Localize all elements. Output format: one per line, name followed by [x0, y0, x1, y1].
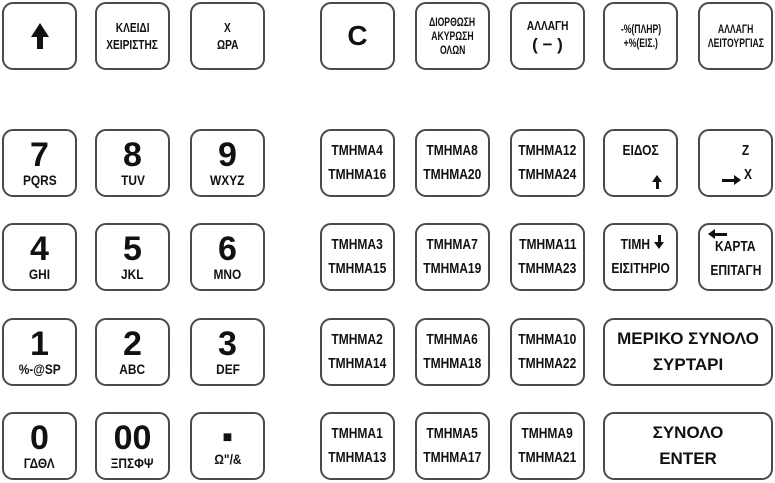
department-key[interactable]	[320, 412, 395, 480]
key-4-digit: 4	[30, 230, 49, 268]
department-bottom: ΤΜΗΜΑ19	[423, 260, 482, 277]
key-dot-letters: Ω"/&	[213, 451, 242, 467]
enter-label: ENTER	[659, 449, 717, 468]
department-key[interactable]	[415, 129, 490, 197]
department-bottom: ΤΜΗΜΑ17	[423, 449, 482, 466]
small-arrow-up-icon	[652, 175, 662, 189]
up-arrow-key[interactable]	[2, 2, 77, 70]
z-x-key[interactable]	[698, 129, 773, 197]
key-0-letters: ΓΔΘΛ	[24, 455, 55, 471]
department-key[interactable]	[510, 129, 585, 197]
key-dot[interactable]	[190, 412, 265, 480]
department-key[interactable]	[320, 223, 395, 291]
subtotal-label: ΜΕΡΙΚΟ ΣΥΝΟΛΟ	[617, 329, 759, 348]
key-6-digit: 6	[218, 230, 237, 268]
department-top: ΤΜΗΜΑ4	[331, 142, 384, 159]
percent-line1: -%(ΠΛΗΡ)	[620, 22, 661, 36]
subtotal-drawer-key[interactable]	[603, 318, 773, 386]
percent-key[interactable]	[603, 2, 678, 70]
department-bottom: ΤΜΗΜΑ18	[423, 355, 482, 372]
x-label: X	[743, 166, 752, 183]
department-bottom: ΤΜΗΜΑ22	[518, 355, 577, 372]
department-bottom: ΤΜΗΜΑ14	[328, 355, 387, 372]
x-time-key[interactable]	[190, 2, 265, 70]
department-top: ΤΜΗΜΑ10	[518, 331, 577, 348]
department-bottom: ΤΜΗΜΑ13	[328, 449, 387, 466]
price-label: ΤΙΜΗ	[620, 236, 650, 253]
department-bottom: ΤΜΗΜΑ16	[328, 166, 387, 183]
department-key[interactable]	[510, 412, 585, 480]
cashier-key-line2: ΧΕΙΡΙΣΤΗΣ	[106, 37, 159, 52]
key-8[interactable]	[95, 129, 170, 197]
key-2-digit: 2	[123, 325, 142, 363]
department-bottom: ΤΜΗΜΑ21	[518, 449, 577, 466]
clear-key-label: C	[347, 20, 368, 51]
total-label: ΣΥΝΟΛΟ	[652, 423, 724, 442]
void-all-line1: ΔΙΟΡΘΩΣΗ	[429, 15, 476, 29]
key-5-letters: JKL	[121, 266, 144, 282]
department-bottom: ΤΜΗΜΑ15	[328, 260, 387, 277]
item-key[interactable]	[603, 129, 678, 197]
department-bottom: ΤΜΗΜΑ20	[423, 166, 482, 183]
clear-key[interactable]	[320, 2, 395, 70]
department-top: ΤΜΗΜΑ11	[518, 236, 577, 253]
void-all-key[interactable]	[415, 2, 490, 70]
key-3-letters: DEF	[215, 361, 240, 377]
cashier-key-line1: ΚΛΕΙΔΙ	[115, 20, 150, 35]
department-key[interactable]	[415, 223, 490, 291]
percent-line2: +%(ΕΙΣ.)	[623, 36, 658, 50]
drawer-label: ΣΥΡΤΑΡΙ	[652, 355, 724, 374]
department-key[interactable]	[510, 318, 585, 386]
key-2[interactable]	[95, 318, 170, 386]
department-key[interactable]	[415, 412, 490, 480]
card-label: ΚΑΡΤΑ	[715, 238, 756, 255]
cashier-key[interactable]	[95, 2, 170, 70]
void-all-line2: ΑΚΥΡΩΣΗ	[431, 29, 474, 43]
key-00-letters: ΞΠΣΦΨ	[111, 455, 154, 471]
card-cheque-key[interactable]	[698, 223, 773, 291]
change-minus-key[interactable]	[510, 2, 585, 70]
x-time-key-line1: X	[224, 20, 231, 35]
key-0[interactable]	[2, 412, 77, 480]
total-enter-key[interactable]	[603, 412, 773, 480]
department-key[interactable]	[510, 223, 585, 291]
key-3[interactable]	[190, 318, 265, 386]
department-top: ΤΜΗΜΑ6	[426, 331, 479, 348]
department-top: ΤΜΗΜΑ1	[331, 425, 384, 442]
key-7-digit: 7	[30, 136, 49, 174]
key-5[interactable]	[95, 223, 170, 291]
key-6[interactable]	[190, 223, 265, 291]
department-top: ΤΜΗΜΑ5	[426, 425, 479, 442]
change-mode-line1: ΑΛΛΑΓΗ	[717, 22, 754, 36]
x-time-key-line2: ΩΡΑ	[216, 37, 239, 52]
change-minus-line2: ( − )	[532, 34, 563, 54]
key-9[interactable]	[190, 129, 265, 197]
item-key-label: ΕΙΔΟΣ	[622, 142, 659, 159]
department-top: ΤΜΗΜΑ2	[331, 331, 384, 348]
department-top: ΤΜΗΜΑ9	[521, 425, 574, 442]
key-1[interactable]	[2, 318, 77, 386]
key-8-letters: TUV	[120, 172, 145, 188]
cheque-label: ΕΠΙΤΑΓΗ	[710, 262, 761, 279]
key-9-digit: 9	[218, 136, 237, 174]
key-4-letters: GHI	[28, 266, 51, 282]
key-2-letters: ABC	[119, 361, 146, 377]
key-9-letters: WXYZ	[210, 172, 245, 188]
key-0-digit: 0	[30, 419, 49, 457]
department-key[interactable]	[415, 318, 490, 386]
department-bottom: ΤΜΗΜΑ24	[518, 166, 577, 183]
key-dot-digit: ■	[222, 429, 233, 446]
change-minus-line1: ΑΛΛΑΓΗ	[526, 17, 569, 33]
small-arrow-down-icon	[654, 235, 664, 249]
department-top: ΤΜΗΜΑ7	[426, 236, 479, 253]
key-1-letters: %-@SP	[18, 361, 61, 377]
key-5-digit: 5	[123, 230, 142, 268]
key-7-letters: PQRS	[22, 172, 57, 188]
department-top: ΤΜΗΜΑ8	[426, 142, 479, 159]
void-all-line3: ΟΛΩΝ	[439, 43, 466, 57]
key-3-digit: 3	[218, 325, 237, 363]
key-00[interactable]	[95, 412, 170, 480]
department-key[interactable]	[320, 318, 395, 386]
department-top: ΤΜΗΜΑ3	[331, 236, 384, 253]
change-mode-key[interactable]	[698, 2, 773, 70]
change-mode-line2: ΛΕΙΤΟΥΡΓΙΑΣ	[707, 36, 764, 50]
arrow-up-icon	[31, 23, 49, 49]
key-7[interactable]	[2, 129, 77, 197]
key-4[interactable]	[2, 223, 77, 291]
department-bottom: ΤΜΗΜΑ23	[518, 260, 577, 277]
department-key[interactable]	[320, 129, 395, 197]
ticket-label: ΕΙΣΙΤΗΡΙΟ	[611, 260, 670, 277]
key-00-digit: 00	[113, 419, 152, 457]
key-1-digit: 1	[30, 325, 49, 363]
small-arrow-right-icon	[722, 175, 741, 185]
price-ticket-key[interactable]	[603, 223, 678, 291]
key-8-digit: 8	[123, 136, 142, 174]
z-label: Z	[741, 142, 750, 159]
key-6-letters: MNO	[213, 266, 242, 282]
department-top: ΤΜΗΜΑ12	[518, 142, 577, 159]
